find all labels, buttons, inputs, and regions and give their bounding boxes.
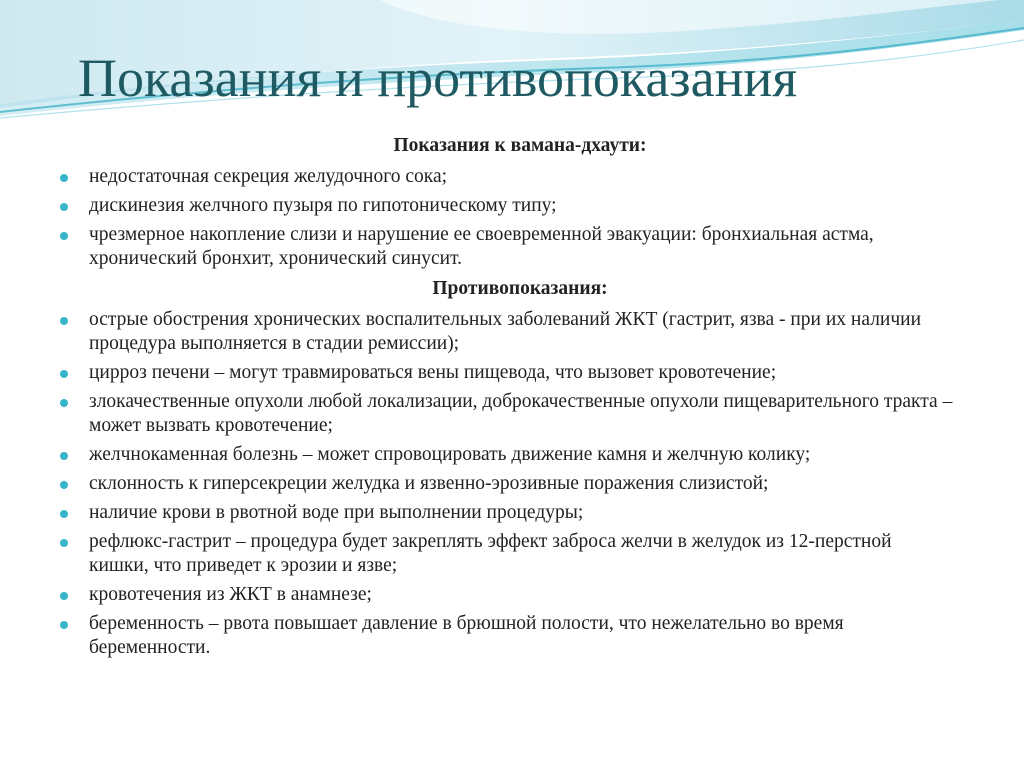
bullet-dot-icon — [60, 174, 68, 182]
list-item-text: рефлюкс-гастрит – процедура будет закреплять эффект заброса желчи в желудок из 12-перстной кишки, что приведет к эрозии и язве; — [89, 531, 892, 576]
bullet-dot-icon — [60, 452, 68, 460]
list-item-text: желчнокаменная болезнь – может спровоцировать движение камня и желчную колику; — [89, 444, 811, 465]
list-item — [55, 472, 955, 496]
bullet-dot-icon — [60, 203, 68, 211]
list-item — [55, 443, 955, 467]
list-item — [55, 390, 955, 438]
list-item-text: беременность – рвота повышает давление в брюшной полости, что нежелательно во время беременности. — [89, 613, 844, 658]
indications-list — [55, 165, 955, 271]
bullet-dot-icon — [60, 232, 68, 240]
list-item — [55, 223, 955, 271]
list-item-text: склонность к гиперсекреции желудка и язвенно-эрозивные поражения слизистой; — [89, 473, 769, 494]
list-item-text: острые обострения хронических воспалительных заболеваний ЖКТ (гастрит, язва - при их наличии процедура выполняется в стадии ремиссии); — [89, 309, 922, 354]
bullet-dot-icon — [60, 370, 68, 378]
list-item — [55, 361, 955, 385]
bullet-dot-icon — [60, 481, 68, 489]
list-item-text: чрезмерное накопление слизи и нарушение ее своевременной эвакуации: бронхиальная астма, хронический бронхит, хронический синусит. — [89, 224, 874, 269]
bullet-dot-icon — [60, 510, 68, 518]
list-item — [55, 583, 955, 607]
list-item — [55, 501, 955, 525]
list-item-text: цирроз печени – могут травмироваться вены пищевода, что вызовет кровотечение; — [89, 362, 777, 383]
bullet-dot-icon — [60, 317, 68, 325]
contraindications-heading: Противопоказания: — [432, 278, 608, 299]
list-item — [55, 194, 955, 218]
list-item — [55, 308, 955, 356]
list-item — [55, 530, 955, 578]
slide-title: Показания и противопоказания — [78, 48, 798, 108]
indications-heading: Показания к вамана-дхаути: — [393, 135, 647, 156]
slide-content — [55, 134, 955, 660]
list-item — [55, 165, 955, 189]
list-item-text: дискинезия желчного пузыря по гипотоническому типу; — [89, 195, 557, 216]
bullet-dot-icon — [60, 399, 68, 407]
list-item — [55, 612, 955, 660]
contraindications-list — [55, 308, 955, 660]
bullet-dot-icon — [60, 539, 68, 547]
bullet-dot-icon — [60, 592, 68, 600]
list-item-text: наличие крови в рвотной воде при выполнении процедуры; — [89, 502, 584, 523]
list-item-text: кровотечения из ЖКТ в анамнезе; — [89, 584, 372, 605]
list-item-text: злокачественные опухоли любой локализации, доброкачественные опухоли пищеварительного тракта – может вызвать кровотечение; — [89, 391, 953, 436]
list-item-text: недостаточная секреция желудочного сока; — [89, 166, 448, 187]
bullet-dot-icon — [60, 621, 68, 629]
